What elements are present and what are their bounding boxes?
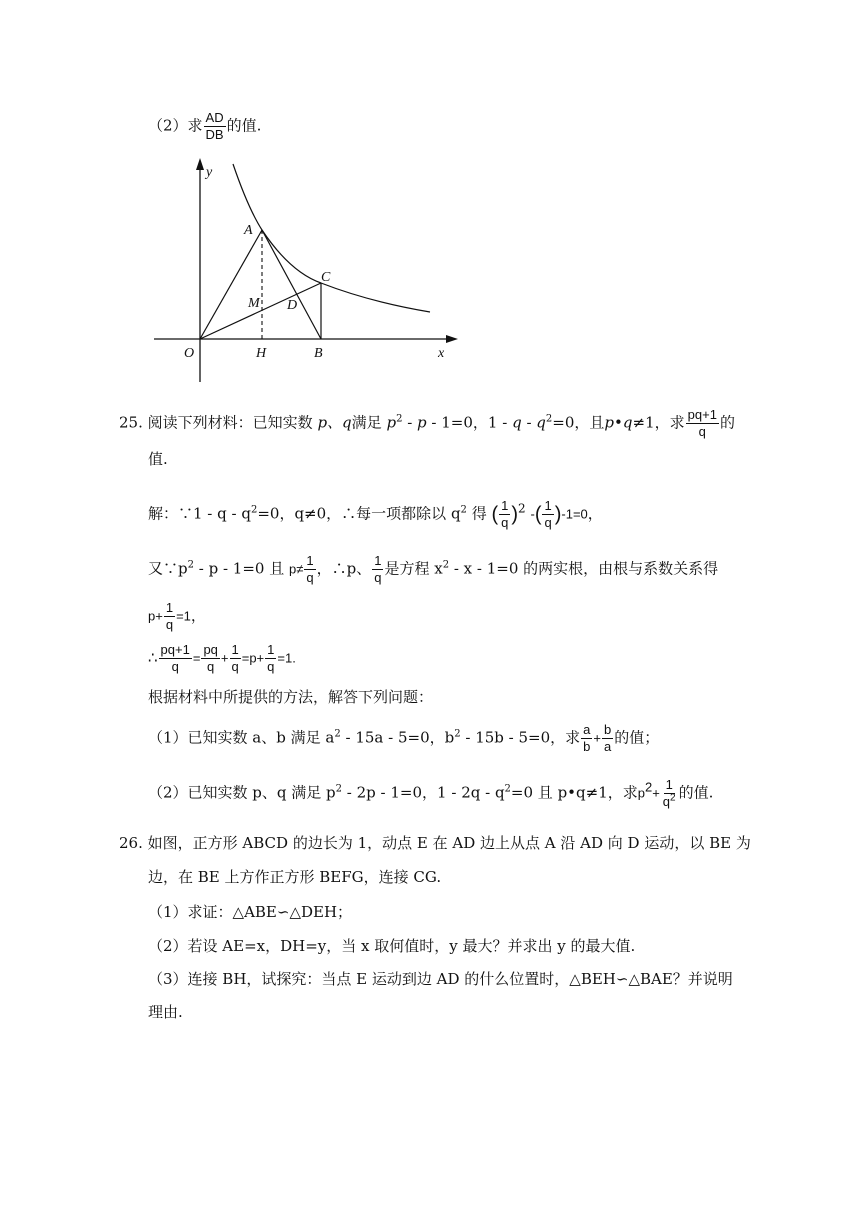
q26-part1: （1）求证：△ABE∽△DEH； <box>148 903 353 921</box>
coordinate-figure <box>140 150 470 390</box>
q25-sol-b: 得 <box>466 504 492 523</box>
q25-stem-c: 满足 <box>351 413 382 432</box>
q25-method: 根据材料中所提供的方法，解答下列问题： <box>148 688 434 706</box>
q25-p1-a: （1）已知实数 a、b 满足 a <box>148 728 335 747</box>
q25-p1-d: 的值； <box>614 728 660 747</box>
q25-sol-a: =0，q≠0，∴每一项都除以 q <box>257 504 461 523</box>
q25-p2-b: - 2p - 1=0，1 - 2q - q <box>342 783 505 802</box>
label-C: C <box>321 270 331 285</box>
q25-solution-line1: 解：∵1 - $q - q^2=0$，q≠0，∴每一项都除以 $q^2$ 得 ( $\frac{1}{q}$ )$^2$ -( $\frac{1}{q}$ )-1=0， <box>148 498 603 530</box>
fraction-numerator: pq+1 <box>687 407 717 422</box>
q25-line3-c: ，∴p、 <box>316 559 372 578</box>
q25-solution-line3: p+ $\frac{1}{q}$ =1， <box>148 600 206 632</box>
q25-stem-d: ，且 <box>574 413 605 432</box>
label-H: H <box>256 346 267 361</box>
q25-line3-e: - x - 1=0 的两实根，由根与系数关系得 <box>449 559 719 578</box>
q25-solution-line2: 又$\because p^2 - p - 1=0$ 且 p≠ $\frac{1}{q}$ ，∴p、 $\frac{1}{q}$ 是方程 $x^2 - x - 1=0$ 的两实根，由根与系数关系得 <box>148 553 719 585</box>
q25-p1-c: - 15b - 5=0，求 <box>460 728 581 747</box>
q24-part2-fraction <box>204 110 226 143</box>
q26-stem-line2: 边，在 BE 上方作正方形 BEFG，连接 CG. <box>148 868 442 886</box>
q25-p2-d: 的值. <box>678 783 714 802</box>
label-x: x <box>438 346 445 361</box>
q25-stem-f: 的 <box>719 413 735 432</box>
q24-part2-suffix: 的值. <box>226 116 262 135</box>
q25-part1: （1）已知实数 a、b 满足 $a^2 - 15a - 5=0$，$b^2 - 15b - 5=0$，求 $\frac{a}{b}$ + $\frac{b}{a}$ 的值； <box>148 722 660 754</box>
q25-stem-e: ，求 <box>654 413 685 432</box>
q25-line3-d: 是方程 x <box>384 559 443 578</box>
q25-line3-b: - p - 1=0 且 <box>193 559 289 578</box>
q25-stem-line1: 25. 阅读下列材料：已知实数 p、q满足 $p^2 - p - 1=0$，$1 - q - q^2=0$，且p•q≠1，求 $\frac{pq+1}{q}$ 的 <box>119 407 735 439</box>
q24-part2-line <box>148 110 261 143</box>
q25-fraction <box>686 407 719 440</box>
fraction-denominator: q <box>698 424 706 439</box>
q25-number: 25. <box>119 413 143 432</box>
q26-line1 <box>119 832 751 854</box>
q25-p2-a: （2）已知实数 p、q 满足 p <box>148 783 336 802</box>
q26-part3: （3）连接 BH，试探究：当点 E 运动到边 AD 的什么位置时，△BEH∽△BAE？并说明 <box>148 970 733 988</box>
q25-p2-c: =0 且 p•q≠1，求 <box>510 783 638 802</box>
q24-part2-prefix: （2）求 <box>148 116 203 135</box>
q25-p1-b: - 15a - 5=0，b <box>340 728 455 747</box>
q26-number: 26. <box>119 834 143 852</box>
label-D: D <box>287 298 298 313</box>
label-y: y <box>206 165 213 180</box>
q25-line3-a: 又∵p <box>148 559 188 578</box>
label-M: M <box>248 296 260 311</box>
fraction-numerator: AD <box>205 110 224 125</box>
q26-stem-line1: 如图，正方形 ABCD 的边长为 1，动点 E 在 AD 边上从点 A 沿 AD 向 D 运动，以 BE 为 <box>147 834 751 852</box>
q25-sol-label: 解：∵1 - q - q <box>148 504 251 523</box>
q25-solution-line4: ∴ $\frac{pq+1}{q}$ = $\frac{pq}{q}$ + $\frac{1}{q}$ =p+ $\frac{1}{q}$ =1. <box>148 642 296 674</box>
q25-stem-line2: 值. <box>148 450 168 468</box>
q26-part3-cont: 理由. <box>148 1003 183 1021</box>
q25-part2: （2）已知实数 p、q 满足 $p^2 - 2p - 1=0$，$1 - 2q - q^2=0$ 且 p•q≠1，求$p^2+$ $\frac{1}{q^2}$ 的值. <box>148 777 714 809</box>
label-O: O <box>184 346 195 361</box>
q25-stem-a: 阅读下列材料：已知实数 <box>147 413 313 432</box>
label-B: B <box>314 346 323 361</box>
q25-stem-b: p、q <box>317 413 352 432</box>
fraction-denominator: DB <box>205 127 224 142</box>
q26-part2: （2）若设 AE=x，DH=y，当 x 取何值时，y 最大？并求出 y 的最大值. <box>148 937 636 955</box>
label-A: A <box>244 223 253 238</box>
